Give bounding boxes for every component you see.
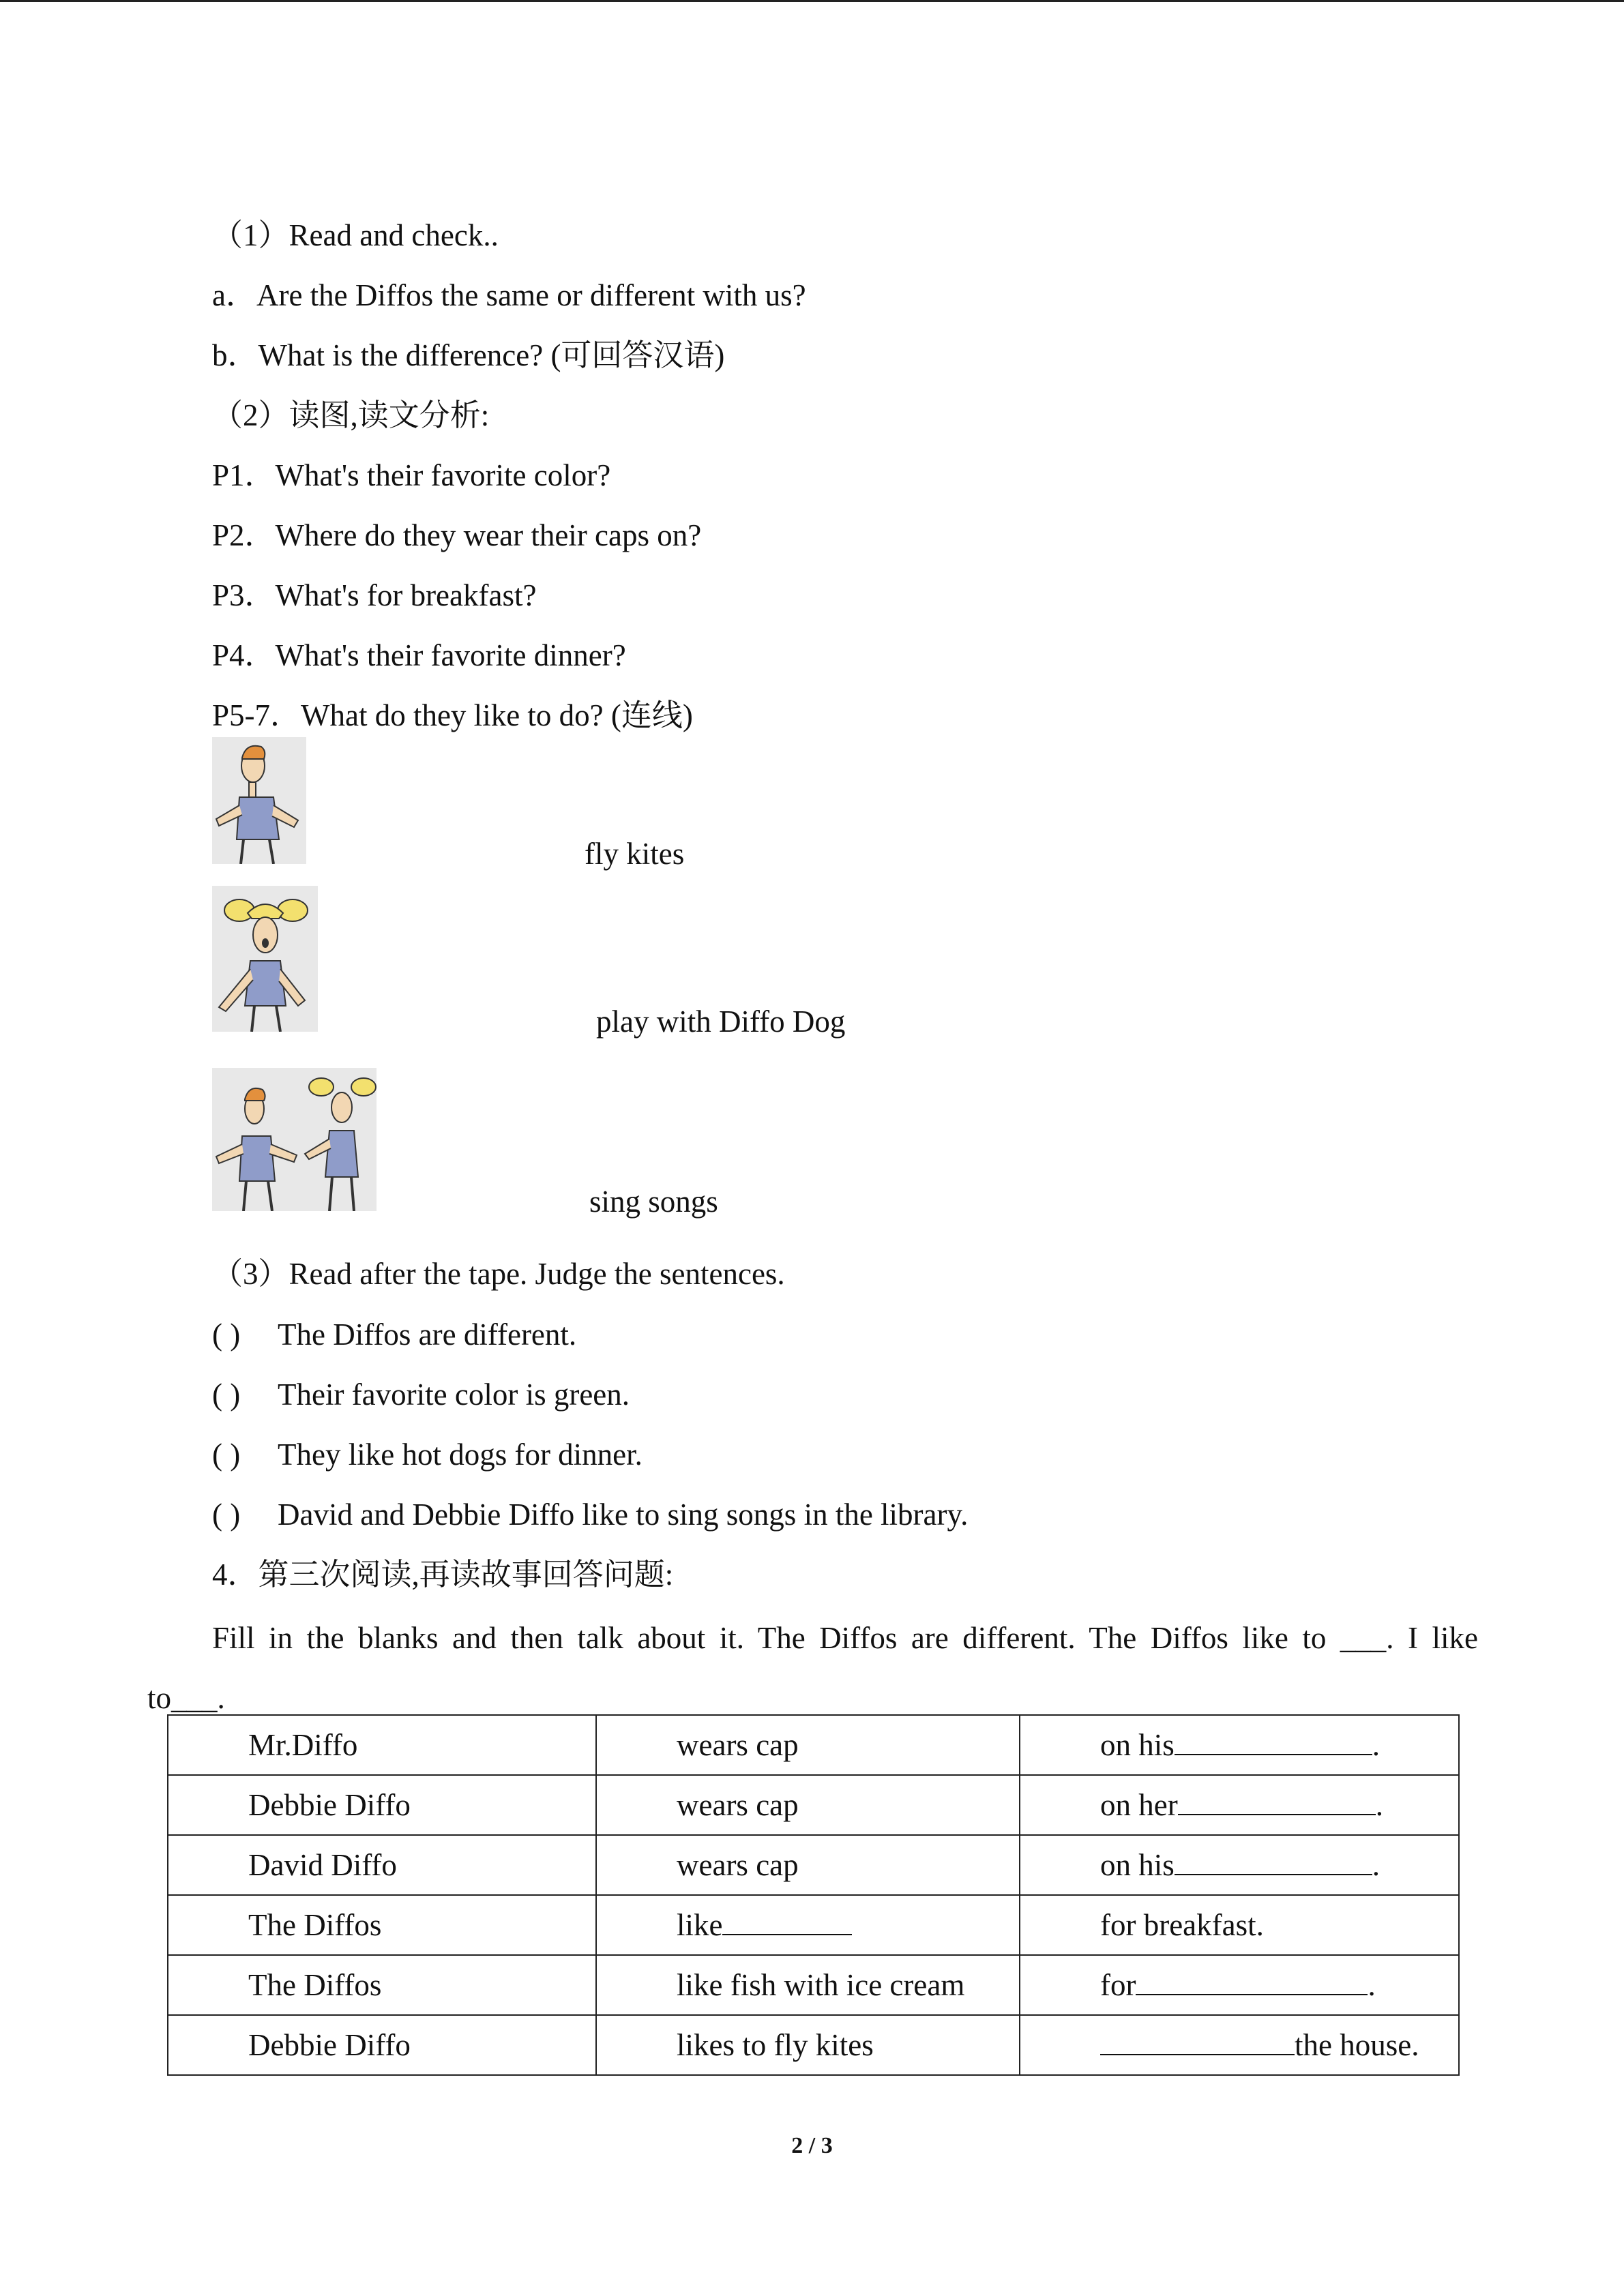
table-cell: The Diffos	[168, 1895, 596, 1955]
question-p1: P1．What's their favorite color?	[212, 458, 611, 492]
table-row	[168, 1775, 1459, 1835]
table-cell: The Diffos	[168, 1955, 596, 2015]
table-cell-text: like	[677, 1908, 723, 1942]
fill-in-paragraph-line-2: to___.	[147, 1681, 225, 1715]
section-4-heading: 4．第三次阅读,再读故事回答问题:	[212, 1557, 674, 1592]
question-a: a．Are the Diffos the same or different with us?	[212, 278, 806, 312]
section-3-heading: （3）Read after the tape. Judge the sentences.	[212, 1257, 785, 1291]
activity-sing-songs: sing songs	[589, 1184, 718, 1219]
table-cell	[1020, 1775, 1459, 1835]
activity-fly-kites: fly kites	[585, 837, 685, 871]
activity-play-with-diffo-dog: play with Diffo Dog	[596, 1004, 846, 1039]
table-row	[168, 1715, 1459, 1775]
question-p3: P3．What's for breakfast?	[212, 578, 537, 612]
table-row	[168, 1835, 1459, 1895]
table-cell: David Diffo	[168, 1835, 596, 1895]
table-row	[168, 1955, 1459, 2015]
table-cell: for breakfast.	[1020, 1895, 1459, 1955]
diffos-table	[167, 1714, 1460, 2076]
answer-blank[interactable]	[1175, 1849, 1372, 1875]
answer-blank[interactable]	[1178, 1789, 1376, 1815]
table-cell	[1020, 1715, 1459, 1775]
judge-item	[212, 1495, 968, 1534]
david-and-debbie-picture	[212, 1068, 377, 1211]
table-row	[168, 1895, 1459, 1955]
mr-diffo-picture	[212, 737, 306, 864]
answer-blank[interactable]	[1100, 2029, 1295, 2055]
judge-sentence: The Diffos are different.	[278, 1317, 577, 1352]
judge-bracket[interactable]: ( )	[212, 1497, 241, 1532]
table-cell: wears cap	[596, 1835, 1020, 1895]
answer-blank[interactable]	[1175, 1729, 1372, 1755]
answer-blank[interactable]	[722, 1909, 852, 1935]
question-p5-7: P5-7．What do they like to do? (连线)	[212, 698, 693, 732]
table-cell	[1020, 1955, 1459, 2015]
answer-blank[interactable]	[1136, 1969, 1368, 1995]
table-cell: Debbie Diffo	[168, 1775, 596, 1835]
section-1-heading: （1）Read and check..	[212, 218, 499, 252]
question-p4: P4．What's their favorite dinner?	[212, 638, 626, 672]
question-b: b．What is the difference? (可回答汉语)	[212, 338, 725, 372]
table-row	[168, 2015, 1459, 2075]
judge-sentence: David and Debbie Diffo like to sing songs in the library.	[278, 1497, 969, 1532]
table-cell: wears cap	[596, 1715, 1020, 1775]
question-p2: P2．Where do they wear their caps on?	[212, 518, 702, 552]
table-cell: Mr.Diffo	[168, 1715, 596, 1775]
table-cell-text: .	[1372, 1728, 1381, 1762]
table-cell-text: the house.	[1295, 2028, 1419, 2062]
judge-bracket[interactable]: ( )	[212, 1317, 241, 1352]
table-cell	[596, 1895, 1020, 1955]
judge-item	[212, 1435, 643, 1474]
fill-in-paragraph-line-1: Fill in the blanks and then talk about it. The Diffos are different. The Diffos like to ___. I like	[212, 1621, 1478, 1655]
page-number: 2 / 3	[791, 2133, 833, 2158]
judge-item	[212, 1375, 630, 1414]
table-cell-text: on his	[1100, 1728, 1175, 1762]
judge-item	[212, 1315, 576, 1354]
table-cell-text: on her	[1100, 1788, 1178, 1822]
table-cell-text: for	[1100, 1968, 1136, 2002]
judge-bracket[interactable]: ( )	[212, 1437, 241, 1472]
table-cell: wears cap	[596, 1775, 1020, 1835]
judge-sentence: They like hot dogs for dinner.	[278, 1437, 643, 1472]
table-cell: likes to fly kites	[596, 2015, 1020, 2075]
page-top-border	[0, 0, 1624, 2]
table-cell-text: .	[1368, 1968, 1376, 2002]
table-cell-text: .	[1372, 1848, 1381, 1882]
debbie-diffo-picture	[212, 886, 318, 1032]
table-cell-text: on his	[1100, 1848, 1175, 1882]
section-2-heading: （2）读图,读文分析:	[212, 398, 490, 432]
judge-sentence: Their favorite color is green.	[278, 1377, 630, 1412]
table-cell: like fish with ice cream	[596, 1955, 1020, 2015]
judge-bracket[interactable]: ( )	[212, 1377, 241, 1412]
table-cell-text: .	[1375, 1788, 1383, 1822]
table-cell	[1020, 2015, 1459, 2075]
table-cell: Debbie Diffo	[168, 2015, 596, 2075]
table-cell	[1020, 1835, 1459, 1895]
